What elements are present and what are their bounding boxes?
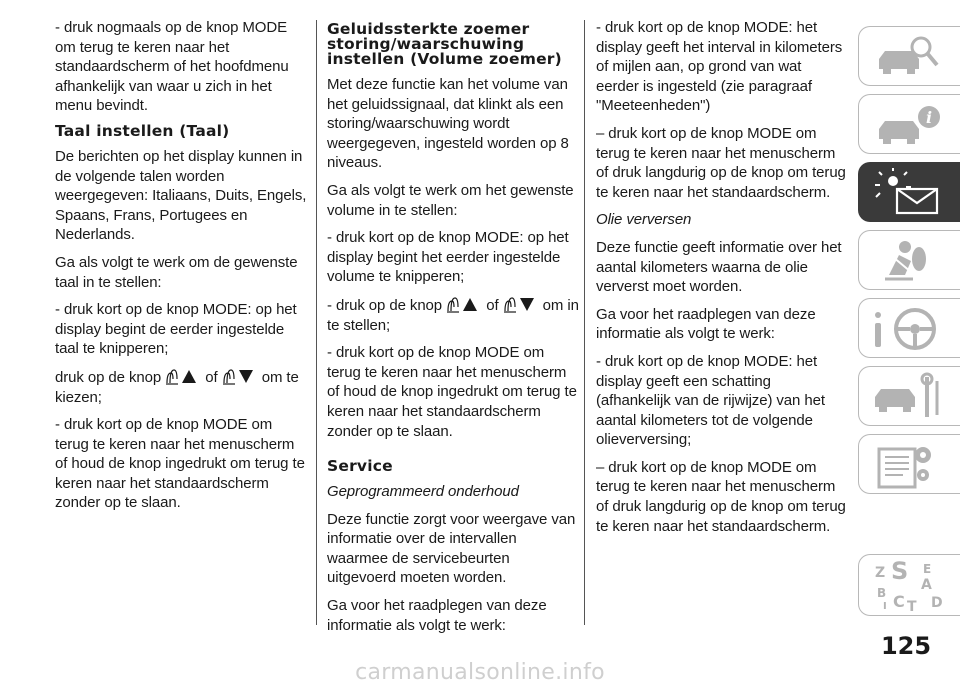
paragraph: De berichten op het display kunnen in de volgende talen worden weergegeven: Italiaans, Duits, Engels, Spaans, Frans, Portugees en Nederlands. [55, 147, 307, 244]
paragraph: – druk kort op de knop MODE om terug te keren naar het menuscherm of druk langdurig op de knop om terug te keren naar het standaardscherm. [596, 458, 846, 535]
page-number: 125 [880, 632, 932, 660]
paragraph: Ga als volgt te werk om de gewenste taal in te stellen: [55, 253, 298, 291]
paragraph-button-instructions: - druk op de knop of om in te stellen; [327, 296, 579, 334]
index-letter: S [891, 559, 909, 585]
index-letter: D [931, 595, 943, 611]
seat-airbag-icon [869, 235, 949, 287]
subheading-olie-verversen: Olie verversen [596, 211, 692, 229]
chapter-tab-maintenance[interactable] [858, 366, 960, 426]
index-letter: B [877, 586, 887, 600]
chapter-tab-index[interactable] [858, 554, 960, 616]
paragraph: - druk kort op de knop MODE: op het display begint de eerder ingestelde taal te knipperen; [55, 301, 297, 358]
warning-light-message-icon [869, 167, 949, 219]
paragraph: - druk kort op de knop MODE: op het display begint het eerder ingestelde volume te knipperen; [327, 229, 569, 286]
subheading-geprogrammeerd-onderhoud: Geprogrammeerd onderhoud [327, 483, 519, 501]
paragraph: - druk kort op de knop MODE: het display geeft een schatting (afhankelijk van de rijwijze) van het aantal kilometers tot de volgende olieverversing; [596, 352, 825, 449]
car-search-icon [869, 31, 949, 83]
document-gear-icon [869, 439, 949, 491]
watermark: carmanualsonline.info [355, 660, 605, 685]
chapter-tab-seat-airbag[interactable] [858, 230, 960, 290]
chapter-tab-car-search[interactable] [858, 26, 960, 86]
index-letter: I [883, 601, 887, 612]
button-down-icon [222, 367, 258, 385]
paragraph: Deze functie zorgt voor weergave van informatie over de intervallen waarmee de servicebeurten uitgevoerd moeten worden. [327, 510, 576, 587]
heading-service: Service [327, 457, 393, 476]
index-letter: A [921, 577, 932, 593]
chapter-tab-warning-lights[interactable] [858, 162, 960, 222]
paragraph: - druk kort op de knop MODE om terug te keren naar het menuscherm of houd de knop ingedrukt om terug te keren naar het standaardscherm zonder op te slaan. [55, 416, 305, 512]
index-letter: T [907, 599, 917, 613]
paragraph: Ga voor het raadplegen van deze informatie als volgt te werk: [596, 305, 816, 343]
heading-volume-zoemer: Geluidssterkte zoemer storing/waarschuwing instellen (Volume zoemer) [327, 20, 562, 68]
button-up-icon [446, 295, 482, 313]
paragraph: Ga voor het raadplegen van deze informatie als volgt te werk: [327, 597, 547, 634]
paragraph: - druk kort op de knop MODE om terug te keren naar het menuscherm of houd de knop ingedrukt om terug te keren naar het standaardscherm zonder op te slaan. [327, 344, 577, 440]
paragraph-button-instructions: druk op de knop of om te kiezen; [55, 368, 299, 406]
svg-text:i: i [925, 108, 933, 127]
paragraph: Ga als volgt te werk om het gewenste volume in te stellen: [327, 181, 574, 219]
paragraph: Met deze functie kan het volume van het geluidssignaal, dat klinkt als een storing/waarschuwing wordt weergegeven, ingesteld worden op 8 niveaus. [327, 76, 569, 172]
paragraph: - druk nogmaals op de knop MODE om terug te keren naar het standaardscherm of het hoofdmenu afhankelijk van waar u zich in het menu bevindt. [55, 19, 289, 115]
car-info-icon [869, 99, 949, 151]
chapter-tab-car-info[interactable] [858, 94, 960, 154]
index-letter: C [893, 592, 905, 611]
heading-taal-instellen: Taal instellen (Taal) [55, 121, 230, 140]
paragraph: - druk kort op de knop MODE: het display geeft het interval in kilometers of mijlen aan, op grond van wat eerder is ingesteld (zie paragraaf "Meeteenheden") [596, 19, 843, 115]
column-divider [584, 20, 585, 625]
chapter-tab-technical-data[interactable] [858, 434, 960, 494]
index-letters-icon [869, 559, 949, 613]
paragraph: Deze functie geeft informatie over het aantal kilometers waarna de olie ververst moet worden. [596, 238, 842, 296]
column-divider [316, 20, 317, 625]
paragraph: – druk kort op de knop MODE om terug te keren naar het menuscherm of druk langdurig op de knop om terug te keren naar het standaardscherm. [596, 124, 846, 201]
button-down-icon [503, 295, 539, 313]
chapter-tab-steering[interactable] [858, 298, 960, 358]
index-letter: E [923, 562, 932, 576]
text-column-1 [55, 18, 307, 521]
steering-wheel-icon [869, 303, 949, 355]
text-column-3 [596, 18, 848, 544]
text-column-2 [327, 18, 579, 643]
car-wrench-icon [869, 371, 949, 423]
index-letter: Z [875, 565, 886, 581]
button-up-icon [165, 367, 201, 385]
